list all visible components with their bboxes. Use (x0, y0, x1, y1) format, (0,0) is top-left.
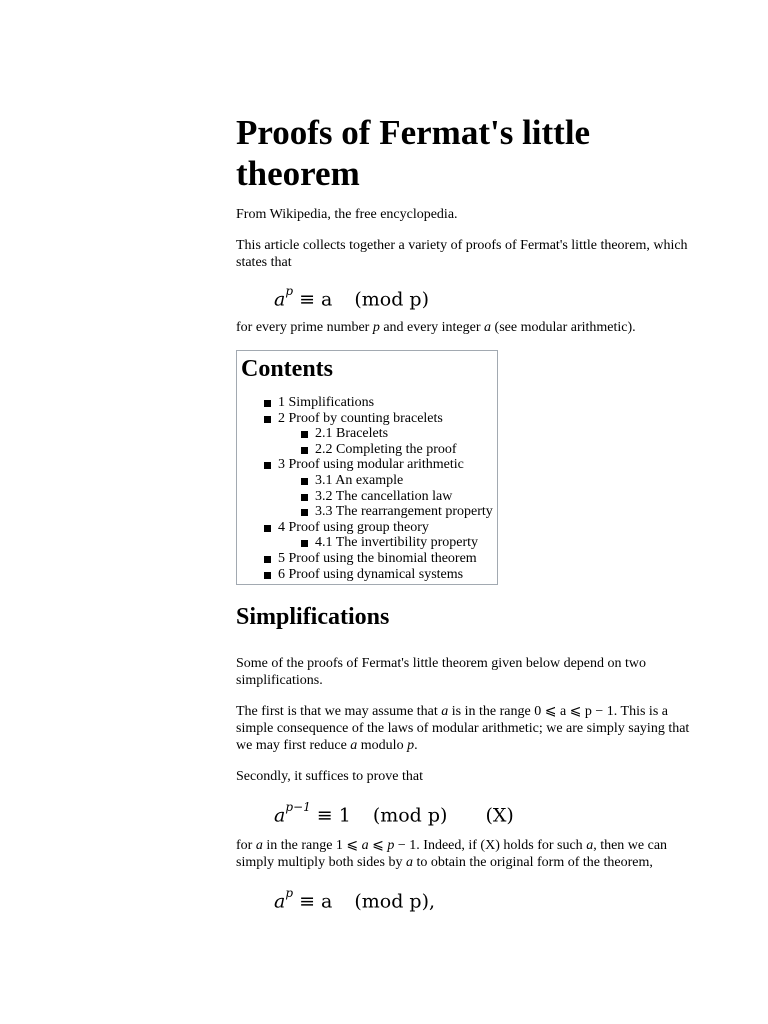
var-a: a (484, 320, 492, 335)
text-run: in the range 1 ⩽ (262, 838, 362, 854)
toc-item[interactable] (241, 551, 497, 567)
simplifications-para-2 (236, 703, 692, 754)
toc-item-label[interactable]: 2.1 Bracelets (315, 426, 389, 442)
formula-equiv: ≡ a (299, 890, 333, 913)
bullet-icon (264, 556, 271, 563)
bullet-icon (301, 431, 308, 438)
bullet-icon (301, 478, 308, 485)
bullet-icon (264, 416, 271, 423)
toc-item[interactable] (241, 457, 497, 473)
toc-item-label[interactable]: 2.2 Completing the proof (315, 441, 457, 457)
toc-item-label[interactable]: 4.1 The invertibility property (315, 535, 479, 551)
var-a: a (405, 855, 413, 871)
toc-item-label[interactable]: 3.2 The cancellation law (315, 488, 453, 504)
toc-item[interactable] (241, 489, 497, 505)
after-formula-paragraph (236, 319, 692, 336)
toc-item-label[interactable]: 6 Proof using dynamical systems (278, 566, 464, 582)
var-a: a (441, 704, 449, 720)
var-a: a (350, 738, 358, 754)
text-run: , then we can simply multiply both sides by (236, 838, 668, 871)
formula-base: a (274, 804, 286, 827)
toc-item[interactable] (241, 442, 497, 458)
intro-paragraph: This article collects together a variety of proofs of Fermat's little theorem, which states that (236, 238, 688, 270)
bullet-icon (264, 400, 271, 407)
text-run: and every integer (379, 320, 485, 335)
toc-item[interactable] (241, 504, 497, 520)
formula-exponent: p (285, 284, 294, 298)
bullet-icon (301, 509, 308, 516)
toc-item-label[interactable]: 3.1 An example (315, 472, 404, 488)
text-run: for every prime number (236, 320, 373, 335)
section-heading-simplifications: Simplifications (236, 604, 390, 631)
text-run: for (236, 838, 256, 854)
simplifications-para-3: Secondly, it suffices to prove that (236, 769, 424, 785)
var-p: p (387, 838, 395, 854)
toc-item[interactable] (241, 473, 497, 489)
toc-item-label[interactable]: 1 Simplifications (278, 395, 375, 410)
formula-equiv: ≡ a (299, 288, 333, 311)
formula-x (274, 791, 692, 829)
toc-item-label[interactable]: 3.3 The rearrangement property (315, 504, 493, 520)
formula-equiv: ≡ 1 (316, 804, 351, 827)
toc-item-label[interactable]: 2 Proof by counting bracelets (278, 410, 443, 426)
toc-item[interactable] (241, 395, 497, 411)
var-p: p (407, 738, 415, 754)
formula-mod: (mod p), (354, 890, 436, 913)
bullet-icon (301, 447, 308, 454)
bullet-icon (301, 494, 308, 501)
toc-item[interactable] (241, 567, 497, 583)
text-run: to obtain the original form of the theorem, (412, 855, 653, 871)
formula-tag: (X) (485, 804, 514, 827)
bullet-icon (264, 462, 271, 469)
tagline: From Wikipedia, the free encyclopedia. (236, 207, 458, 222)
formula-fermat (274, 275, 692, 313)
toc-title: Contents (241, 356, 334, 382)
toc-item[interactable] (241, 426, 497, 442)
formula-base: a (274, 288, 286, 311)
simplifications-para-1: Some of the proofs of Fermat's little theorem given below depend on two simplifications. (236, 656, 646, 689)
text-run: ⩽ (368, 838, 388, 854)
bullet-icon (264, 572, 271, 579)
page-title: Proofs of Fermat's little theorem (236, 113, 591, 193)
formula-exponent: p (285, 886, 294, 901)
article (236, 112, 692, 915)
text-run: . (414, 738, 418, 754)
formula-fermat-restated (274, 877, 692, 915)
var-a: a (255, 838, 263, 854)
toc-item[interactable] (241, 535, 497, 551)
table-of-contents (236, 350, 498, 585)
toc-item[interactable] (241, 520, 497, 536)
text-run: (see modular arithmetic). (491, 320, 636, 335)
toc-item-label[interactable]: 3 Proof using modular arithmetic (278, 457, 464, 473)
bullet-icon (301, 540, 308, 547)
var-p: p (372, 320, 380, 335)
text-run: The first is that we may assume that (236, 704, 442, 720)
toc-item-label[interactable]: 5 Proof using the binomial theorem (278, 550, 477, 566)
text-run: is in the range 0 ⩽ a ⩽ p − 1. This is a simple consequence of the laws of modular arithmetic; we are simply saying that we may first reduce (236, 704, 690, 754)
formula-mod: (mod p) (372, 804, 448, 827)
simplifications-para-4 (236, 837, 692, 871)
formula-base: a (274, 890, 286, 913)
toc-item[interactable] (241, 411, 497, 427)
bullet-icon (264, 525, 271, 532)
formula-mod: (mod p) (354, 288, 430, 311)
text-run: − 1. Indeed, if (X) holds for such (394, 838, 587, 854)
toc-item-label[interactable]: 4 Proof using group theory (278, 519, 429, 535)
formula-exponent: p−1 (285, 800, 311, 815)
var-a: a (586, 838, 594, 854)
var-a: a (361, 838, 369, 854)
toc-list (241, 395, 497, 582)
text-run: modulo (357, 738, 408, 754)
